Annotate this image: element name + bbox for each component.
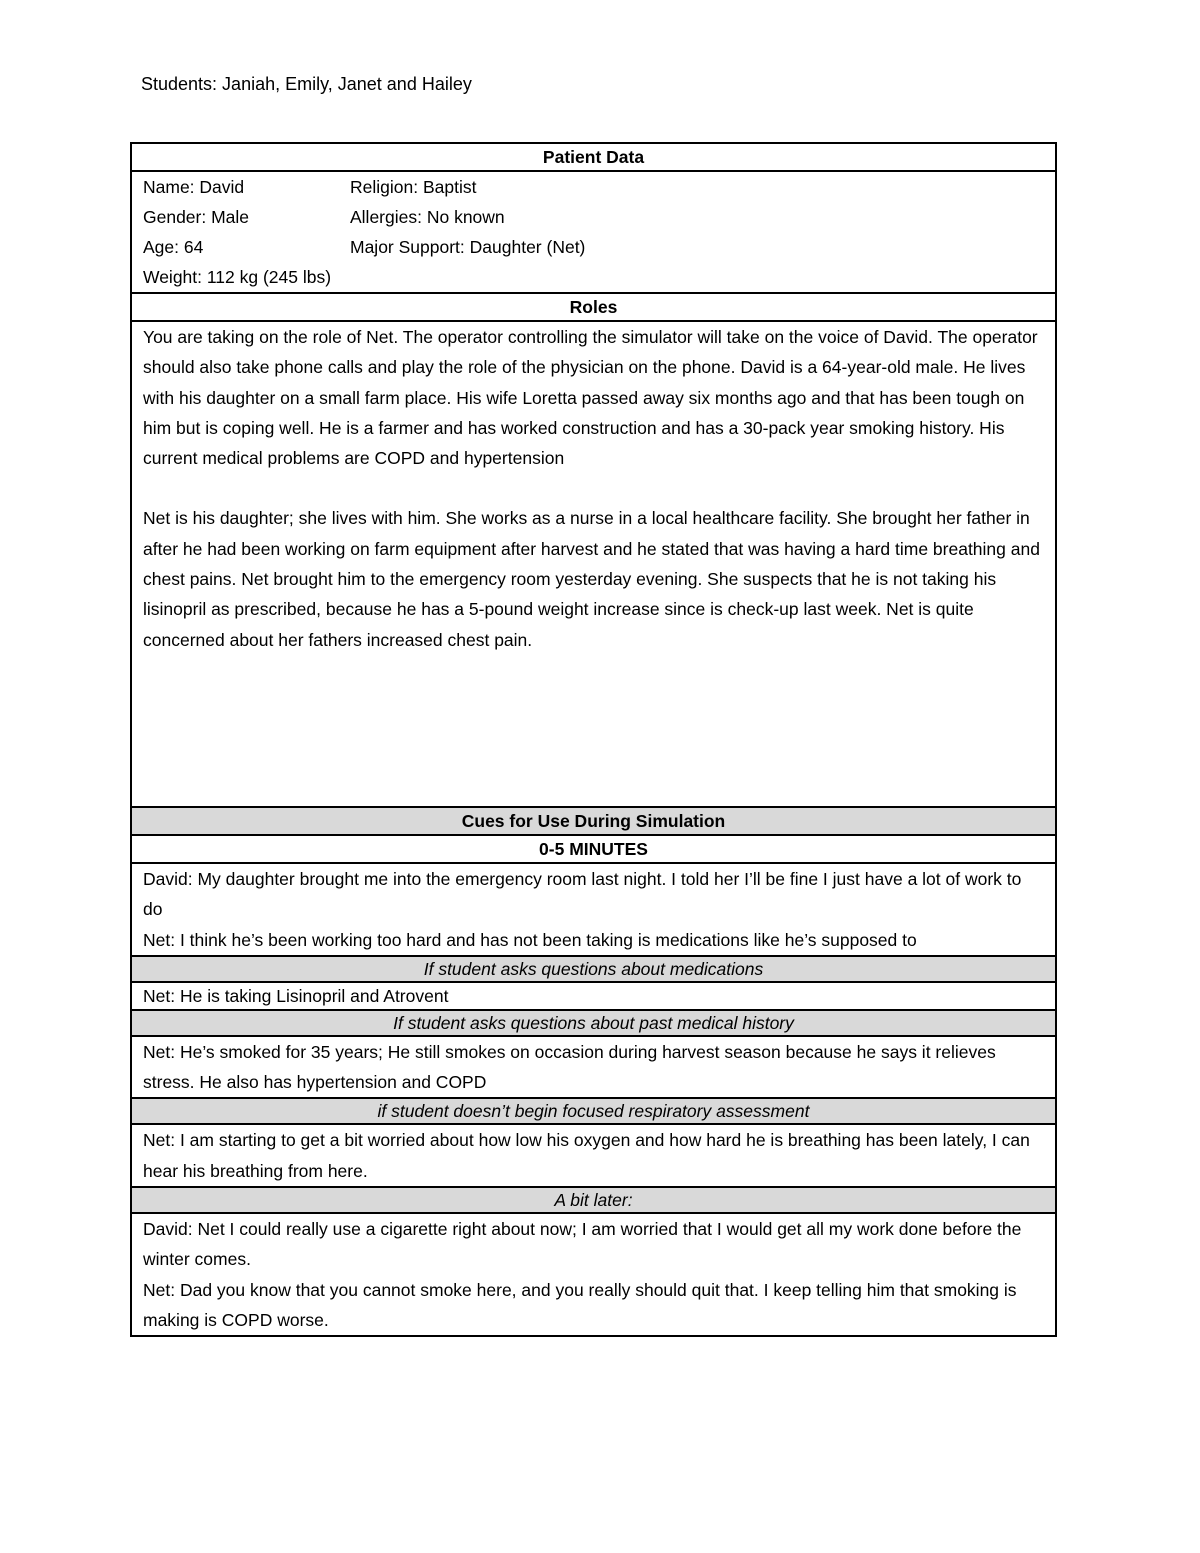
patient-name: Name: David [143,177,245,197]
cue-line: David: My daughter brought me into the emergency room last night. I told her I’ll be fine I just have a lot of work to do [143,869,1022,920]
roles-paragraph: Net is his daughter; she lives with him. She works as a nurse in a local healthcare facility. She brought her father in after he had been working on farm equipment after harvest and he stated that was having a hard time breathing and chest pains. Net brought him to the emergency room yesterday evening. She suspects that he is not taking his lisinopril as prescribed, because he has a 5-pound weight increase since is check-up last week. Net is quite concerned about her fathers increased chest pain. [143,508,1040,650]
cue-block [132,1214,1055,1335]
cue-block [132,1125,1055,1188]
patient-row [143,262,1044,292]
prompt-later: A bit later: [132,1188,1055,1214]
patient-major-support: Major Support: Daughter (Net) [350,237,586,257]
cue-line: Net: I am starting to get a bit worried about how low his oxygen and how hard he is breathing has been lately, I can hear his breathing from here. [143,1130,1030,1181]
roles-header: Roles [132,294,1055,322]
cue-line: Net: He is taking Lisinopril and Atrovent [143,985,449,1006]
prompt-medications: If student asks questions about medications [132,957,1055,983]
patient-age: Age: 64 [143,237,204,257]
roles-paragraph: You are taking on the role of Net. The operator controlling the simulator will take on the voice of David. The operator should also take phone calls and play the role of the physician on the phone. David is a 64-year-old male. He lives with his daughter on a small farm place. His wife Loretta passed away six months ago and that has been tough on him but is coping well. He is a farmer and has worked construction and has a 30-pack year smoking history. His current medical problems are COPD and hypertension [143,327,1038,469]
cue-line: Net: Dad you know that you cannot smoke here, and you really should quit that. I keep telling him that smoking is making is COPD worse. [143,1279,1017,1330]
cue-line: David: Net I could really use a cigarette right about now; I am worried that I would get all my work done before the winter comes. [143,1219,1022,1270]
cue-block [132,864,1055,957]
paragraph-gap [143,473,1044,503]
prompt-respiratory: if student doesn’t begin focused respiratory assessment [132,1099,1055,1125]
students-line: Students: Janiah, Emily, Janet and Hailey [141,74,472,94]
patient-allergies: Allergies: No known [350,207,505,227]
cue-line: Net: He’s smoked for 35 years; He still smokes on occasion during harvest season because he says it relieves stress. He also has hypertension and COPD [143,1041,996,1093]
roles-cell [132,322,1055,808]
patient-row [143,172,1044,202]
prompt-history: If student asks questions about past medical history [132,1011,1055,1037]
patient-weight: Weight: 112 kg (245 lbs) [143,267,332,287]
time-header: 0-5 MINUTES [132,836,1055,864]
simulation-table [130,142,1057,1337]
patient-row [143,202,1044,232]
patient-religion: Religion: Baptist [350,177,477,197]
cues-header: Cues for Use During Simulation [132,808,1055,836]
cue-block [132,983,1055,1011]
patient-data-header: Patient Data [132,144,1055,172]
cue-block [132,1037,1055,1100]
cue-line: Net: I think he’s been working too hard and has not been taking is medications like he’s supposed to [143,929,917,950]
patient-row [143,232,1044,262]
patient-gender: Gender: Male [143,207,250,227]
patient-data-cell [132,172,1055,294]
